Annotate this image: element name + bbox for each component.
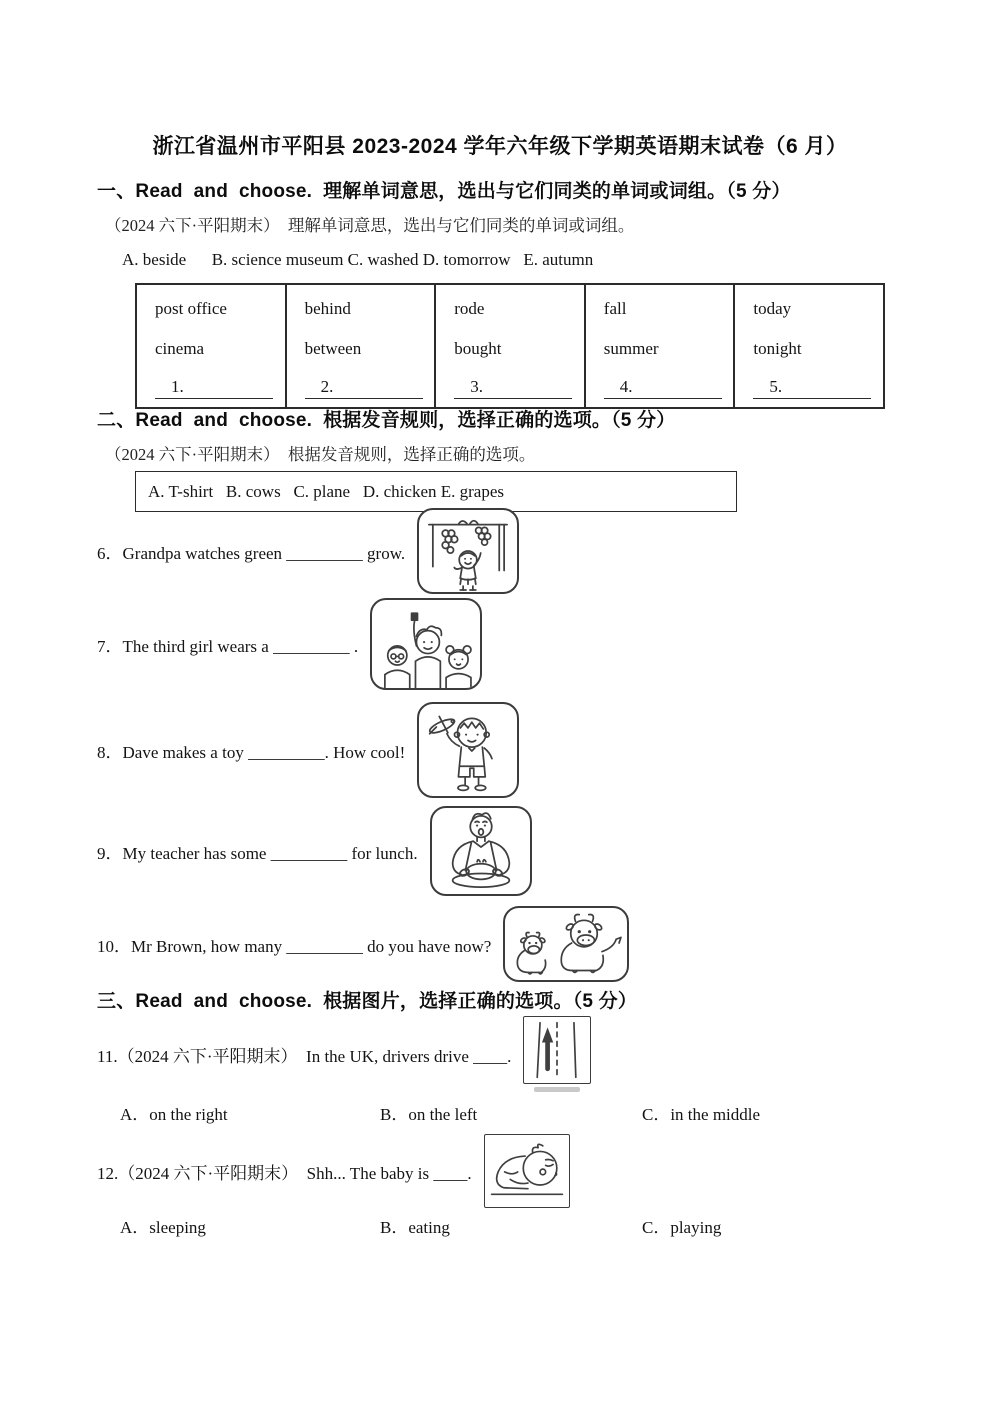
two-cows-illustration xyxy=(503,906,629,982)
cell-word-top: behind xyxy=(304,299,351,318)
option-a: A．sleeping xyxy=(120,1218,206,1237)
section-1-heading: 一、Read and choose. 理解单词意思，选出与它们同类的单词或词组。（5 分） xyxy=(97,181,791,202)
answer-blank-1: 1. xyxy=(155,377,273,399)
question-9 xyxy=(97,806,532,896)
exam-title: 浙江省温州市平阳县 2023-2024 学年六年级下学期英语期末试卷（6 月） xyxy=(152,135,848,158)
question-7-text: 7．The third girl wears a _________ . xyxy=(97,636,359,656)
question-11 xyxy=(97,1016,591,1092)
cell-word-top: fall xyxy=(603,299,627,318)
section-1-word-options: A. beside B. science museum C. washed D. tomorrow E. autumn xyxy=(122,250,594,269)
word-classification-table xyxy=(135,283,885,409)
question-6 xyxy=(97,508,519,594)
table-cell xyxy=(136,284,286,408)
question-12 xyxy=(97,1134,570,1208)
option-c: C．in the middle xyxy=(642,1105,761,1124)
section-1-source-note: （2024 六下·平阳期末） 理解单词意思，选出与它们同类的单词或词组。 xyxy=(105,216,635,235)
section-2-source-note: （2024 六下·平阳期末） 根据发音规则，选择正确的选项。 xyxy=(105,445,536,464)
question-12-text: 12.（2024 六下·平阳期末） Shh... The baby is ____. xyxy=(97,1163,472,1183)
three-children-illustration xyxy=(370,598,482,690)
option-b: B．eating xyxy=(380,1218,450,1237)
question-8-text: 8．Dave makes a toy _________. How cool! xyxy=(97,742,406,762)
road-arrow-figure xyxy=(523,1016,591,1092)
cell-word-bottom: between xyxy=(304,339,362,358)
section-2-heading: 二、Read and choose. 根据发音规则，选择正确的选项。（5 分） xyxy=(97,410,676,431)
cell-word-top: rode xyxy=(454,299,485,318)
table-cell xyxy=(734,284,884,408)
table-cell xyxy=(585,284,735,408)
option-b: B．on the left xyxy=(380,1105,478,1124)
table-cell xyxy=(435,284,585,408)
option-c: C．playing xyxy=(642,1218,722,1237)
man-roast-chicken-illustration xyxy=(430,806,532,896)
table-cell xyxy=(286,284,436,408)
question-12-options xyxy=(120,1213,721,1238)
cell-word-top: post office xyxy=(155,299,227,318)
question-10-text: 10．Mr Brown, how many _________ do you have now? xyxy=(97,936,492,956)
boy-toy-plane-illustration xyxy=(417,702,519,798)
question-11-text: 11.（2024 六下·平阳期末） In the UK, drivers drive ____. xyxy=(97,1046,512,1066)
sleeping-baby-illustration xyxy=(484,1134,570,1208)
question-6-text: 6．Grandpa watches green _________ grow. xyxy=(97,543,406,563)
phonics-options-box: A. T-shirt B. cows C. plane D. chicken E. grapes xyxy=(135,471,737,512)
cell-word-top: today xyxy=(753,299,792,318)
question-9-text: 9．My teacher has some _________ for lunch. xyxy=(97,843,418,863)
child-picking-grapes-illustration xyxy=(417,508,519,594)
illegible-caption xyxy=(534,1087,580,1092)
option-a: A．on the right xyxy=(120,1105,228,1124)
question-11-options xyxy=(120,1100,760,1125)
question-8 xyxy=(97,702,519,798)
answer-blank-2: 2. xyxy=(305,377,423,399)
answer-blank-3: 3. xyxy=(454,377,572,399)
answer-blank-4: 4. xyxy=(604,377,722,399)
section-3-heading: 三、Read and choose. 根据图片，选择正确的选项。（5 分） xyxy=(97,991,638,1012)
cell-word-bottom: cinema xyxy=(155,339,205,358)
question-7 xyxy=(97,598,482,690)
road-left-lane-arrow-illustration xyxy=(523,1016,591,1084)
cell-word-bottom: summer xyxy=(603,339,659,358)
cell-word-bottom: tonight xyxy=(753,339,802,358)
answer-blank-5: 5. xyxy=(753,377,871,399)
question-10 xyxy=(97,906,629,982)
cell-word-bottom: bought xyxy=(454,339,502,358)
